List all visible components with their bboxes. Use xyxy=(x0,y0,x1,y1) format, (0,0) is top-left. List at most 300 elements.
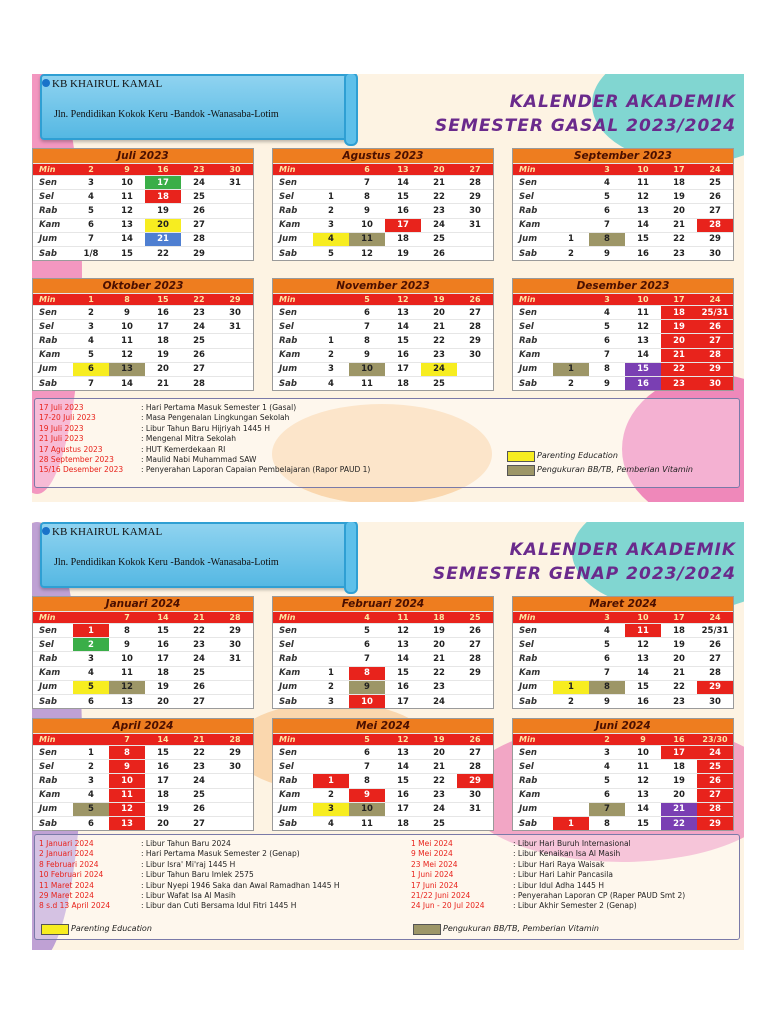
sunday-date-cell: 16 xyxy=(145,164,181,176)
weekday-label: Sel xyxy=(513,638,553,652)
weekday-label: Kam xyxy=(513,218,553,232)
date-cell: 25/31 xyxy=(697,624,733,638)
date-cell: 10 xyxy=(349,218,385,232)
date-cell: 9 xyxy=(589,694,625,708)
date-cell: 11 xyxy=(349,376,385,390)
date-cell xyxy=(553,788,589,802)
date-cell: 13 xyxy=(625,204,661,218)
date-cell: 24 xyxy=(421,218,457,232)
sunday-date-cell: Min xyxy=(273,734,313,746)
sunday-date-cell: 17 xyxy=(661,612,697,624)
event-description: : Libur Hari Lahir Pancasila xyxy=(513,870,613,880)
date-cell: 21 xyxy=(661,348,697,362)
date-cell: 11 xyxy=(109,666,145,680)
school-banner xyxy=(40,74,354,140)
date-cell: 6 xyxy=(73,694,109,708)
date-cell xyxy=(553,306,589,320)
weekday-label: Sab xyxy=(513,694,553,708)
date-cell: 26 xyxy=(421,246,457,260)
weekday-label: Sen xyxy=(513,306,553,320)
sunday-date-cell: 9 xyxy=(109,164,145,176)
weekday-label: Sel xyxy=(513,190,553,204)
date-cell: 1 xyxy=(313,774,349,788)
date-cell: 15 xyxy=(145,624,181,638)
date-cell: 9 xyxy=(109,760,145,774)
sunday-date-cell: 24 xyxy=(697,612,733,624)
sunday-date-cell: 11 xyxy=(385,612,421,624)
date-cell: 22 xyxy=(421,774,457,788)
semester-title: SEMESTER GENAP 2023/2024 xyxy=(432,564,736,584)
event-description: : Penyerahan Laporan CP (Raper PAUD Smt 2) xyxy=(513,891,686,900)
date-cell: 27 xyxy=(181,694,217,708)
legend-label: Parenting Education xyxy=(537,451,618,460)
date-cell: 12 xyxy=(625,320,661,334)
month-calendar xyxy=(32,596,254,709)
event-description: : Maulid Nabi Muhammad SAW xyxy=(141,455,257,464)
date-cell: 27 xyxy=(181,362,217,376)
date-cell: 2 xyxy=(73,760,109,774)
weekday-label: Sab xyxy=(33,246,73,260)
sunday-date-cell: 12 xyxy=(385,734,421,746)
month-title: April 2024 xyxy=(33,719,253,733)
date-cell: 26 xyxy=(697,320,733,334)
date-cell: 26 xyxy=(697,638,733,652)
sunday-date-cell: Min xyxy=(513,612,553,624)
date-cell: 23 xyxy=(421,680,457,694)
date-cell: 16 xyxy=(625,694,661,708)
date-cell: 7 xyxy=(589,348,625,362)
sunday-date-cell: 17 xyxy=(661,294,697,306)
date-cell: 4 xyxy=(73,788,109,802)
date-cell: 27 xyxy=(457,638,493,652)
date-cell xyxy=(553,746,589,760)
event-description: : Libur Idul Adha 1445 H xyxy=(513,880,604,890)
month-calendar xyxy=(512,718,734,831)
date-cell: 29 xyxy=(697,232,733,246)
weekday-label: Sen xyxy=(273,746,313,760)
month-calendar xyxy=(272,596,494,709)
sunday-date-cell: 3 xyxy=(589,294,625,306)
date-cell: 28 xyxy=(181,232,217,246)
date-cell: 6 xyxy=(73,362,109,376)
date-cell: 23 xyxy=(181,306,217,320)
date-cell: 12 xyxy=(625,638,661,652)
date-cell xyxy=(553,204,589,218)
weekday-label: Kam xyxy=(33,666,73,680)
date-cell: 6 xyxy=(349,638,385,652)
calendar-title: KALENDER AKADEMIK xyxy=(509,540,736,560)
date-cell: 5 xyxy=(589,320,625,334)
date-cell: 3 xyxy=(73,774,109,788)
school-name: KB KHAIRUL KAMAL xyxy=(52,78,163,90)
date-cell: 4 xyxy=(73,334,109,348)
date-cell: 12 xyxy=(109,348,145,362)
date-cell: 18 xyxy=(385,816,421,830)
date-cell: 13 xyxy=(109,694,145,708)
date-cell: 17 xyxy=(661,746,697,760)
date-cell: 17 xyxy=(145,176,181,190)
date-cell xyxy=(553,348,589,362)
sunday-date-cell: Min xyxy=(33,294,73,306)
date-cell: 28 xyxy=(697,666,733,680)
date-cell xyxy=(217,218,253,232)
date-cell: 19 xyxy=(661,638,697,652)
sunday-date-cell: Min xyxy=(33,164,73,176)
weekday-label: Rab xyxy=(273,652,313,666)
date-cell: 24 xyxy=(181,774,217,788)
date-cell: 18 xyxy=(145,334,181,348)
date-cell: 17 xyxy=(385,218,421,232)
date-cell: 9 xyxy=(349,680,385,694)
date-cell: 7 xyxy=(589,666,625,680)
date-cell: 30 xyxy=(217,760,253,774)
date-cell: 7 xyxy=(589,802,625,816)
weekday-label: Rab xyxy=(513,652,553,666)
date-cell xyxy=(313,176,349,190)
weekday-label: Sab xyxy=(33,816,73,830)
date-cell: 15 xyxy=(625,680,661,694)
date-cell: 8 xyxy=(349,774,385,788)
weekday-label: Kam xyxy=(513,348,553,362)
weekday-label: Sel xyxy=(273,638,313,652)
date-cell xyxy=(553,760,589,774)
date-cell: 9 xyxy=(349,348,385,362)
date-cell: 11 xyxy=(109,334,145,348)
date-cell xyxy=(217,802,253,816)
date-cell: 6 xyxy=(589,652,625,666)
date-cell xyxy=(553,334,589,348)
date-cell: 6 xyxy=(349,746,385,760)
date-cell: 1/8 xyxy=(73,246,109,260)
date-cell xyxy=(553,624,589,638)
weekday-label: Sen xyxy=(33,306,73,320)
date-cell: 28 xyxy=(697,802,733,816)
month-title: November 2023 xyxy=(273,279,493,293)
weekday-label: Sen xyxy=(513,624,553,638)
event-date: 28 September 2023 xyxy=(39,455,114,464)
date-cell: 18 xyxy=(145,666,181,680)
weekday-label: Sab xyxy=(513,246,553,260)
school-address: Jln. Pendidikan Kokok Keru -Bandok -Wanasaba-Lotim xyxy=(54,109,279,120)
date-cell: 3 xyxy=(313,802,349,816)
date-cell: 13 xyxy=(109,362,145,376)
date-cell: 13 xyxy=(385,746,421,760)
date-cell: 29 xyxy=(217,624,253,638)
weekday-label: Jum xyxy=(273,680,313,694)
weekday-label: Sen xyxy=(273,306,313,320)
date-cell: 30 xyxy=(457,204,493,218)
date-cell: 20 xyxy=(145,218,181,232)
date-cell: 8 xyxy=(589,816,625,830)
sunday-date-cell: 20 xyxy=(421,164,457,176)
date-cell: 4 xyxy=(589,176,625,190)
date-cell: 20 xyxy=(421,306,457,320)
date-cell: 2 xyxy=(313,204,349,218)
date-cell: 25 xyxy=(181,788,217,802)
month-title: Maret 2024 xyxy=(513,597,733,611)
date-cell xyxy=(313,624,349,638)
date-cell xyxy=(313,760,349,774)
event-date: 1 Juni 2024 xyxy=(411,870,454,880)
date-cell: 4 xyxy=(73,190,109,204)
date-cell: 20 xyxy=(421,746,457,760)
date-cell: 8 xyxy=(109,624,145,638)
event-description: : Libur Nyepi 1946 Saka dan Awal Ramadhan 1445 H xyxy=(141,880,340,890)
date-cell: 23 xyxy=(421,348,457,362)
weekday-label: Sel xyxy=(33,320,73,334)
date-cell: 14 xyxy=(385,652,421,666)
date-cell xyxy=(553,320,589,334)
date-cell: 5 xyxy=(589,774,625,788)
date-cell: 3 xyxy=(313,362,349,376)
sunday-date-cell: 15 xyxy=(145,294,181,306)
date-cell: 11 xyxy=(109,190,145,204)
date-cell: 20 xyxy=(661,334,697,348)
date-cell: 29 xyxy=(457,666,493,680)
month-calendar xyxy=(512,596,734,709)
date-cell: 15 xyxy=(109,246,145,260)
date-cell: 16 xyxy=(385,680,421,694)
date-cell: 14 xyxy=(385,176,421,190)
date-cell: 26 xyxy=(181,802,217,816)
date-cell xyxy=(457,232,493,246)
date-cell xyxy=(217,788,253,802)
event-date: 24 Jun - 20 Jul 2024 xyxy=(411,901,485,911)
month-calendar xyxy=(272,278,494,391)
date-cell xyxy=(217,246,253,260)
weekday-label: Kam xyxy=(273,788,313,802)
event-description: : HUT Kemerdekaan RI xyxy=(141,444,226,454)
date-cell: 15 xyxy=(625,816,661,830)
date-cell: 2 xyxy=(73,306,109,320)
date-cell: 19 xyxy=(145,802,181,816)
weekday-label: Sab xyxy=(273,816,313,830)
sunday-date-cell: 26 xyxy=(457,734,493,746)
sunday-date-cell: 5 xyxy=(349,294,385,306)
event-date: 1 Mei 2024 xyxy=(411,839,453,848)
date-cell: 26 xyxy=(181,680,217,694)
events-legend xyxy=(34,398,740,488)
date-cell xyxy=(217,334,253,348)
date-cell: 30 xyxy=(457,788,493,802)
event-description: : Hari Pertama Masuk Semester 1 (Gasal) xyxy=(141,403,297,412)
event-date: 1 Januari 2024 xyxy=(39,839,94,848)
banner-scroll-end xyxy=(344,74,358,146)
date-cell: 21 xyxy=(421,652,457,666)
date-cell: 17 xyxy=(145,320,181,334)
date-cell: 21 xyxy=(421,760,457,774)
date-cell: 13 xyxy=(109,816,145,830)
weekday-label: Rab xyxy=(33,204,73,218)
sunday-date-cell: 12 xyxy=(385,294,421,306)
weekday-label: Sab xyxy=(33,694,73,708)
date-cell: 19 xyxy=(661,190,697,204)
date-cell xyxy=(457,816,493,830)
legend-swatch xyxy=(507,451,535,462)
date-cell: 15 xyxy=(385,334,421,348)
month-title: Juli 2023 xyxy=(33,149,253,163)
sunday-date-cell xyxy=(73,612,109,624)
event-date: 2 Januari 2024 xyxy=(39,849,94,859)
sunday-date-cell: 13 xyxy=(385,164,421,176)
events-legend xyxy=(34,834,740,940)
event-description: : Libur Akhir Semester 2 (Genap) xyxy=(513,901,637,911)
date-cell: 2 xyxy=(73,638,109,652)
date-cell: 9 xyxy=(109,638,145,652)
month-calendar xyxy=(272,148,494,261)
date-cell xyxy=(553,774,589,788)
calendar-title: KALENDER AKADEMIK xyxy=(509,92,736,112)
date-cell: 5 xyxy=(73,204,109,218)
date-cell xyxy=(553,176,589,190)
month-calendar xyxy=(512,278,734,391)
event-date: 8 Februari 2024 xyxy=(39,859,99,869)
date-cell: 11 xyxy=(625,760,661,774)
date-cell: 13 xyxy=(625,652,661,666)
date-cell: 8 xyxy=(589,362,625,376)
weekday-label: Sen xyxy=(513,176,553,190)
date-cell: 11 xyxy=(109,788,145,802)
date-cell: 23 xyxy=(661,246,697,260)
date-cell: 12 xyxy=(625,774,661,788)
date-cell: 16 xyxy=(385,348,421,362)
date-cell: 24 xyxy=(421,694,457,708)
sunday-date-cell: Min xyxy=(273,164,313,176)
date-cell: 2 xyxy=(313,788,349,802)
date-cell: 19 xyxy=(421,624,457,638)
weekday-label: Sen xyxy=(33,746,73,760)
weekday-label: Sel xyxy=(273,320,313,334)
date-cell: 27 xyxy=(181,816,217,830)
date-cell: 27 xyxy=(181,218,217,232)
school-logo-icon xyxy=(42,79,50,87)
date-cell: 19 xyxy=(145,204,181,218)
date-cell: 11 xyxy=(349,816,385,830)
weekday-label: Jum xyxy=(273,362,313,376)
date-cell: 29 xyxy=(457,334,493,348)
sunday-date-cell xyxy=(313,164,349,176)
date-cell: 14 xyxy=(385,320,421,334)
weekday-label: Sel xyxy=(273,190,313,204)
date-cell: 30 xyxy=(697,246,733,260)
date-cell: 12 xyxy=(625,190,661,204)
date-cell: 30 xyxy=(457,348,493,362)
date-cell: 31 xyxy=(217,652,253,666)
weekday-label: Kam xyxy=(273,218,313,232)
sunday-date-cell: 10 xyxy=(625,294,661,306)
date-cell: 30 xyxy=(697,376,733,390)
date-cell xyxy=(457,362,493,376)
date-cell: 25/31 xyxy=(697,306,733,320)
date-cell: 12 xyxy=(109,204,145,218)
date-cell: 10 xyxy=(349,362,385,376)
date-cell: 2 xyxy=(553,694,589,708)
weekday-label: Sel xyxy=(33,760,73,774)
date-cell: 26 xyxy=(181,348,217,362)
date-cell: 10 xyxy=(109,176,145,190)
date-cell: 14 xyxy=(385,760,421,774)
event-date: 19 Juli 2023 xyxy=(39,423,84,433)
weekday-label: Sel xyxy=(513,320,553,334)
date-cell: 16 xyxy=(145,306,181,320)
weekday-label: Sel xyxy=(513,760,553,774)
event-date: 8 s.d 13 April 2024 xyxy=(39,901,111,911)
date-cell: 1 xyxy=(553,362,589,376)
date-cell: 22 xyxy=(421,190,457,204)
date-cell xyxy=(217,376,253,390)
date-cell: 16 xyxy=(625,376,661,390)
weekday-label: Sab xyxy=(273,694,313,708)
weekday-label: Sab xyxy=(33,376,73,390)
date-cell: 18 xyxy=(661,760,697,774)
weekday-label: Jum xyxy=(33,680,73,694)
date-cell: 21 xyxy=(661,802,697,816)
event-date: 10 Februari 2024 xyxy=(39,870,104,880)
sunday-date-cell: 22 xyxy=(181,294,217,306)
date-cell xyxy=(553,652,589,666)
date-cell: 10 xyxy=(109,320,145,334)
date-cell: 16 xyxy=(145,638,181,652)
date-cell: 24 xyxy=(697,746,733,760)
event-description: : Libur Tahun Baru Hijriyah 1445 H xyxy=(141,423,270,433)
date-cell: 5 xyxy=(73,802,109,816)
date-cell: 31 xyxy=(457,802,493,816)
sunday-date-cell xyxy=(313,734,349,746)
sunday-date-cell: 1 xyxy=(73,294,109,306)
sunday-date-cell: 4 xyxy=(349,612,385,624)
date-cell: 11 xyxy=(625,624,661,638)
date-cell: 29 xyxy=(457,774,493,788)
date-cell: 11 xyxy=(625,176,661,190)
event-date: 17 Juli 2023 xyxy=(39,403,84,412)
date-cell: 1 xyxy=(73,624,109,638)
date-cell: 2 xyxy=(313,680,349,694)
date-cell: 20 xyxy=(145,362,181,376)
weekday-label: Kam xyxy=(33,348,73,362)
sunday-date-cell: 3 xyxy=(589,164,625,176)
sunday-date-cell: 18 xyxy=(421,612,457,624)
sunday-date-cell: 5 xyxy=(349,734,385,746)
month-title: Desember 2023 xyxy=(513,279,733,293)
semester-gasal-poster xyxy=(32,74,744,502)
month-title: Oktober 2023 xyxy=(33,279,253,293)
date-cell: 22 xyxy=(421,666,457,680)
sunday-date-cell: 28 xyxy=(217,734,253,746)
weekday-label: Kam xyxy=(33,218,73,232)
weekday-label: Sel xyxy=(33,190,73,204)
date-cell: 1 xyxy=(73,746,109,760)
date-cell: 25 xyxy=(421,376,457,390)
date-cell: 8 xyxy=(589,232,625,246)
event-date: 11 Maret 2024 xyxy=(39,880,94,890)
date-cell xyxy=(553,802,589,816)
date-cell: 21 xyxy=(145,232,181,246)
date-cell: 22 xyxy=(661,680,697,694)
weekday-label: Jum xyxy=(33,802,73,816)
event-description: : Libur Hari Buruh Internasional xyxy=(513,839,631,848)
banner-scroll-end xyxy=(344,522,358,594)
sunday-date-cell: 7 xyxy=(109,734,145,746)
sunday-date-cell: 16 xyxy=(661,734,697,746)
date-cell xyxy=(457,376,493,390)
weekday-label: Sab xyxy=(513,816,553,830)
date-cell: 20 xyxy=(661,652,697,666)
weekday-label: Rab xyxy=(33,652,73,666)
date-cell: 13 xyxy=(385,638,421,652)
weekday-label: Sen xyxy=(33,176,73,190)
date-cell xyxy=(313,652,349,666)
date-cell xyxy=(217,680,253,694)
